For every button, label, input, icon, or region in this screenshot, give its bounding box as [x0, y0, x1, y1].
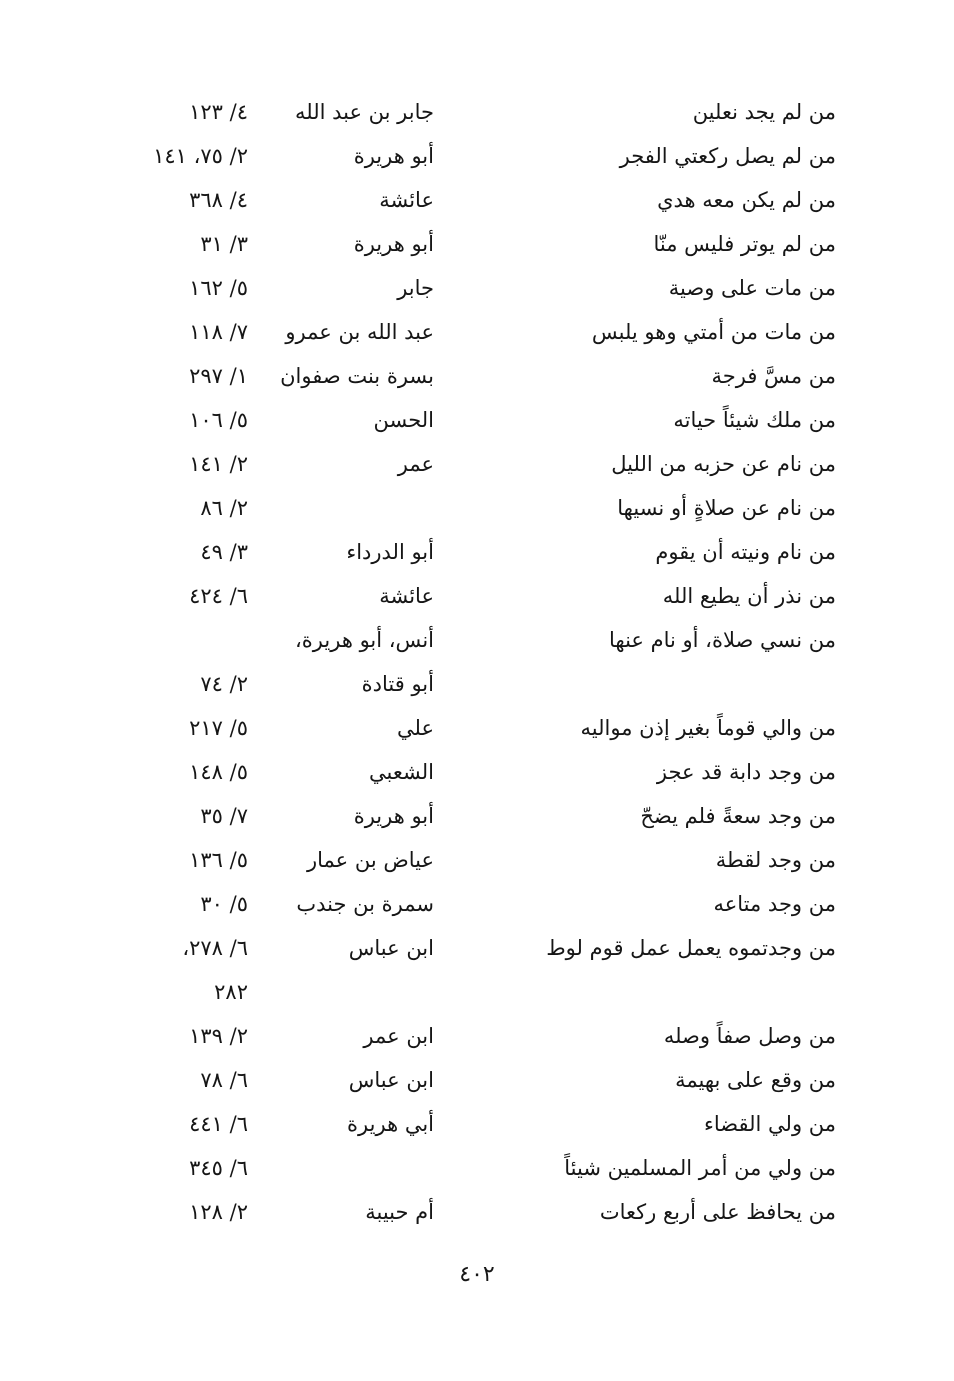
index-row [0, 222, 954, 266]
index-row [0, 618, 954, 662]
index-row [0, 1058, 954, 1102]
index-row [0, 398, 954, 442]
volume-page-reference: ١/ ٢٩٧ [189, 364, 248, 388]
hadith-text: من مات من أمتي وهو يلبس [591, 320, 836, 344]
index-row [0, 530, 954, 574]
hadith-index-list [0, 90, 954, 1234]
index-row [0, 442, 954, 486]
narrator-name: عائشة [379, 188, 434, 212]
hadith-text: من وجد سعةً فلم يضحّ [640, 804, 836, 828]
volume-page-reference: ٦/ ٤٢٤ [189, 584, 248, 608]
volume-page-reference: ٥/ ١٠٦ [189, 408, 248, 432]
index-row [0, 310, 954, 354]
narrator-name: الحسن [373, 408, 434, 432]
index-row-continuation [0, 662, 954, 706]
narrator-name: أبي هريرة [347, 1112, 434, 1136]
volume-page-reference: ٥/ ١٤٨ [189, 760, 248, 784]
narrator-name: ابن عباس [348, 936, 434, 960]
hadith-text: من وجد دابة قد عجز [656, 760, 836, 784]
volume-page-reference: ٢/ ١٤١ [189, 452, 248, 476]
index-row [0, 706, 954, 750]
index-row [0, 1146, 954, 1190]
volume-page-reference: ٢٨٢ [214, 980, 248, 1004]
index-row [0, 178, 954, 222]
volume-page-reference: ٤/ ٣٦٨ [189, 188, 248, 212]
narrator-name [234, 1146, 434, 1190]
index-row [0, 926, 954, 970]
volume-page-reference: ٦/ ٤٤١ [189, 1112, 248, 1136]
volume-page-reference: ٥/ ٢١٧ [189, 716, 248, 740]
index-row [0, 574, 954, 618]
narrator-name: ابن عباس [348, 1068, 434, 1092]
narrator-name [234, 486, 434, 530]
hadith-text: من مسَّ فرجة [711, 364, 836, 388]
narrator-name: الشعبي [369, 760, 434, 784]
volume-page-reference: ٢/ ١٢٨ [189, 1200, 248, 1224]
narrator-name: أم حبيبة [365, 1200, 434, 1224]
volume-page-reference [8, 618, 248, 662]
volume-page-reference: ٧/ ١١٨ [189, 320, 248, 344]
hadith-text [436, 662, 836, 706]
narrator-name: علي [397, 716, 434, 740]
hadith-text: من نام عن حزبه من الليل [611, 452, 836, 476]
volume-page-reference: ٢/ ١٣٩ [189, 1024, 248, 1048]
narrator-name: أبو هريرة [353, 232, 434, 256]
hadith-text: من وجد متاعه [713, 892, 836, 916]
index-row [0, 1190, 954, 1234]
narrator-name: أبو هريرة [353, 144, 434, 168]
hadith-text: من نام عن صلاةٍ أو نسيها [617, 496, 836, 520]
hadith-text: من نام ونيته أن يقوم [655, 540, 836, 564]
index-row [0, 794, 954, 838]
hadith-text: من لم يوتر فليس منّا [653, 232, 836, 256]
hadith-text: من ملك شيئاً حياته [673, 408, 836, 432]
volume-page-reference: ٦/ ٧٨ [200, 1068, 248, 1092]
volume-page-reference: ٢/ ٧٤ [200, 672, 248, 696]
narrator-name [234, 970, 434, 1014]
volume-page-reference: ٣/ ٤٩ [200, 540, 248, 564]
index-row [0, 838, 954, 882]
narrator-name: بسرة بنت صفوان [280, 364, 434, 388]
index-row [0, 354, 954, 398]
hadith-text: من وقع على بهيمة [675, 1068, 836, 1092]
volume-page-reference: ٦/ ٣٤٥ [189, 1156, 248, 1180]
narrator-name: جابر [397, 276, 434, 300]
hadith-text: من والي قوماً بغير إذن مواليه [580, 716, 836, 740]
narrator-name: جابر بن عبد الله [294, 100, 434, 124]
hadith-text: من لم يصل ركعتي الفجر [619, 144, 836, 168]
hadith-text: من نذر أن يطيع الله [662, 584, 836, 608]
narrator-name: عياض بن عمار [306, 848, 434, 872]
narrator-name: أنس، أبو هريرة، [295, 628, 434, 652]
narrator-name: عائشة [379, 584, 434, 608]
volume-page-reference: ٣/ ٣١ [200, 232, 248, 256]
volume-page-reference: ٧/ ٣٥ [200, 804, 248, 828]
index-row [0, 90, 954, 134]
index-row [0, 882, 954, 926]
hadith-text: من وصل صفاً وصله [663, 1024, 836, 1048]
narrator-name: سمرة بن جندب [296, 892, 434, 916]
hadith-text: من وجدتموه يعمل عمل قوم لوط [546, 936, 836, 960]
index-row [0, 1014, 954, 1058]
narrator-name: أبو قتادة [361, 672, 434, 696]
hadith-text: من ولي القضاء [704, 1112, 836, 1136]
narrator-name: عمر [397, 452, 434, 476]
volume-page-reference: ٢/ ٧٥، ١٤١ [153, 144, 248, 168]
hadith-text: من مات على وصية [668, 276, 836, 300]
narrator-name: ابن عمر [363, 1024, 434, 1048]
index-row [0, 134, 954, 178]
volume-page-reference: ٥/ ١٣٦ [189, 848, 248, 872]
volume-page-reference: ٥/ ١٦٢ [189, 276, 248, 300]
volume-page-reference: ٦/ ٢٧٨، [182, 936, 248, 960]
narrator-name: أبو الدرداء [346, 540, 434, 564]
hadith-text [436, 970, 836, 1014]
index-row [0, 750, 954, 794]
narrator-name: أبو هريرة [353, 804, 434, 828]
hadith-text: من لم يكن معه هدي [657, 188, 836, 212]
narrator-name: عبد الله بن عمرو [285, 320, 434, 344]
volume-page-reference: ٢/ ٨٦ [200, 496, 248, 520]
hadith-text: من يحافظ على أربع ركعات [599, 1200, 836, 1224]
hadith-text: من نسي صلاة، أو نام عنها [608, 628, 836, 652]
volume-page-reference: ٥/ ٣٠ [200, 892, 248, 916]
hadith-text: من وجد لقطة [715, 848, 836, 872]
index-row [0, 486, 954, 530]
index-row-continuation [0, 970, 954, 1014]
page-number: ٤٠٢ [459, 1262, 495, 1287]
hadith-text: من ولي من أمر المسلمين شيئاً [564, 1156, 836, 1180]
index-row [0, 1102, 954, 1146]
index-row [0, 266, 954, 310]
hadith-text: من لم يجد نعلين [692, 100, 836, 124]
volume-page-reference: ٤/ ١٢٣ [189, 100, 248, 124]
